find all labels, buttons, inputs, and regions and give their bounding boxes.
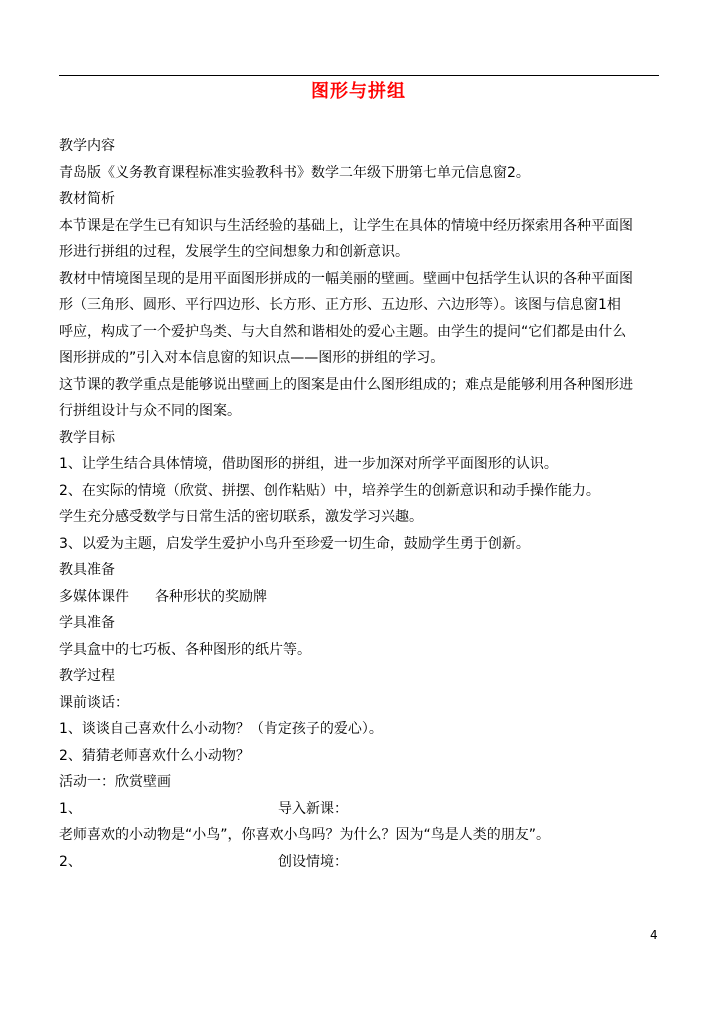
paragraph-line: 课前谈话：: [59, 694, 129, 711]
list-item-label: 创设情境：: [278, 853, 348, 870]
paragraph-line: 这节课的教学重点是能够说出壁画上的图案是由什么图形组成的；难点是能够利用各种图形进: [59, 376, 633, 393]
list-item: 1、让学生结合具体情境，借助图形的拼组，进一步加深对所学平面图形的认识。: [59, 456, 558, 472]
paragraph-line: 活动一：欣赏壁画: [59, 774, 171, 790]
list-item-label: 导入新课：: [278, 800, 348, 817]
section-heading: 教学过程: [59, 668, 115, 684]
list-item: 2、在实际的情境（欣赏、拼摆、创作粘贴）中，培养学生的创新意识和动手操作能力。: [59, 482, 600, 499]
paragraph-line: 学生充分感受数学与日常生活的密切联系，激发学习兴趣。: [59, 509, 423, 525]
section-heading: 教学内容: [59, 138, 115, 154]
paragraph-line: [59, 584, 659, 611]
section-heading: 教学目标: [59, 429, 115, 446]
list-item: 2、猜猜老师喜欢什么小动物？: [59, 747, 250, 764]
page-number: 4: [650, 928, 658, 942]
paragraph-line: 青岛版《义务教育课程标准实验教科书》数学二年级下册第七单元信息窗2。: [59, 164, 530, 181]
document-body: [59, 133, 659, 875]
section-heading: 学具准备: [59, 615, 115, 631]
paragraph-line: 行拼组设计与众不同的图案。: [59, 403, 241, 419]
paragraph-line: 老师喜欢的小动物是“小鸟”，你喜欢小鸟吗？为什么？因为“鸟是人类的朋友”。: [59, 827, 551, 843]
paragraph-line: 本节课是在学生已有知识与生活经验的基础上，让学生在具体的情境中经历探索用各种平面图: [59, 217, 633, 234]
paragraph-line: 形进行拼组的过程，发展学生的空间想象力和创新意识。: [59, 244, 409, 260]
section-heading: 教具准备: [59, 562, 115, 578]
list-item: [59, 796, 659, 823]
paragraph-line: 教材中情境图呈现的是用平面图形拼成的一幅美丽的壁画。壁画中包括学生认识的各种平面图: [59, 270, 633, 287]
header-rule: [59, 75, 659, 76]
list-item: [59, 849, 659, 876]
paragraph-line: 学具盒中的七巧板、各种图形的纸片等。: [59, 641, 311, 658]
list-item: 1、谈谈自己喜欢什么小动物？（肯定孩子的爱心）。: [59, 721, 383, 737]
list-number: 2、: [59, 853, 82, 870]
teaching-aid-item: 多媒体课件: [59, 588, 129, 605]
list-item: 3、以爱为主题，启发学生爱护小鸟升至珍爱一切生命，鼓励学生勇于创新。: [59, 535, 530, 552]
paragraph-line: 形（三角形、圆形、平行四边形、长方形、正方形、五边形、六边形等）。该图与信息窗1相: [59, 297, 621, 313]
document-title: 图形与拼组: [311, 81, 406, 102]
paragraph-line: 呼应，构成了一个爱护鸟类、与大自然和谐相处的爱心主题。由学生的提问“它们都是由什么: [59, 323, 627, 340]
teaching-aid-item: 各种形状的奖励牌: [155, 588, 267, 605]
paragraph-line: 图形拼成的”引入对本信息窗的知识点——图形的拼组的学习。: [59, 350, 445, 366]
section-heading: 教材简析: [59, 191, 115, 207]
list-number: 1、: [59, 800, 82, 817]
